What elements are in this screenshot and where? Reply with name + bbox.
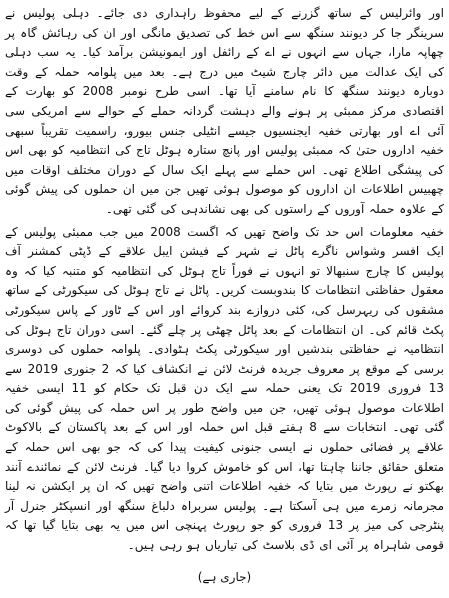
continued-note: (جاری ہے): [197, 570, 252, 584]
article-body: [5, 4, 444, 556]
paragraph-2: خفیہ معلومات اس حد تک واضح تھیں کہ اگست 2008 میں جب ممبئی پولیس کے ایک افسر وشواس ناگرے پاٹل نے شہر کے فیشن ایبل علاقے کے ڈپٹی کمشنر آف پولیس کا چارج سنبھالا تو انہوں نے فوراً تاج ہوٹل کی انتظامیہ کو متنبہ کیا کہ وہ معقول حفاظتی انتظامات کا بندوبست کریں۔ پاٹل نے تاج ہوٹل کی سیکورٹی کے ساتھ مشقوں کی ریہرسل کی، کئی دروازے بند کروائے اور اس کے ٹاور کے پاس سیکورٹی پکٹ قائم کی۔ ان انتظامات کے بعد پاٹل چھٹی پر چلے گئے۔ اسی دوران تاج ہوٹل کی انتظامیہ نے حفاظتی بندشیں اور سیکورٹی پکٹ ہٹوادی۔ پلوامہ حملوں کی دوسری برسی کے موقع پر معروف جریدہ فرنٹ لائن نے انکشاف کیا کہ 2 جنوری 2019 سے 13 فروری 2019 تک یعنی حملہ سے ایک دن قبل تک حکام کو 11 ایسی خفیہ اطلاعات موصول ہوئی تھیں، جن میں واضح طور پر اس حملہ کی پیش گوئی کی گئی تھی۔ انتخابات سے 8 ہفتے قبل اس حملہ اور اس کے بعد پاکستان کے بالاکوٹ علاقے پر فضائی حملوں نے ایسی جنونی کیفیت پیدا کی کہ جو بھی اس حملہ کے متعلق حقائق جاننا چاہتا تھا، اس کو خاموش کروا دیا گیا۔ فرنٹ لائن کے نمائندے آنند بھکتو نے رپورٹ میں بتایا کہ خفیہ اطلاعات اتنی واضح تھیں کہ ان پر ایکشن نہ لینا مجرمانہ زمرے میں ہی آسکتا ہے۔ پولیس سربراہ دلباغ سنگھ اور انسپکٹر جنرل آر پنٹرجی کی میز پر 13 فروری کو جو رپورٹ پہنچی اس میں یہ بھی بتایا گیا تھا کہ قومی شاہراہ پر آئی ای ڈی بلاسٹ کی تیاریاں ہو رہی ہیں۔: [5, 224, 445, 553]
paragraph-1: اور وائرلیس کے ساتھ گزرنے کے لیے محفوظ راہداری دی جائے۔ دہلی پولیس نے سرینگر جا کر دیونند سنگھ سے اس خط کی تصدیق مانگی اور ان کی رہائش گاہ پر چھاپہ مارا، جہاں سے انہوں نے اے کے رائفل اور ایمونیشن برآمد کیا۔ یہ سب دہلی کی ایک عدالت میں دائر چارج شیٹ میں درج ہے۔ بعد میں پلوامہ حملہ کے وقت دوبارہ دیونند سنگھ کا نام سامنے آیا تھا۔ اسی طرح نومبر 2008 کو بھارت کے اقتصادی مرکز ممبئی پر ہونے والے دہشت گردانہ حملے کے حوالے سے امریکی سی آئی اے اور بھارتی خفیہ ایجنسیوں جیسے انٹیلی جنس بیورو، راسمیت تقریباً سبھی خفیہ اداروں حتیٰ کہ ممبئی پولیس اور پانچ ستارہ ہوٹل تاج کی انتظامیہ کو بھی اس کی پیشگی اطلاع تھی۔ اس حملے سے پہلے ایک سال کے دوران مختلف اوقات میں چھبیس اطلاعات ان اداروں کو موصول ہوئی تھیں جن میں ان حملوں کی پیش گوئی کے علاوہ حملہ آوروں کے راستوں کی بھی نشاندہی کی گئی تھی۔: [5, 6, 444, 216]
